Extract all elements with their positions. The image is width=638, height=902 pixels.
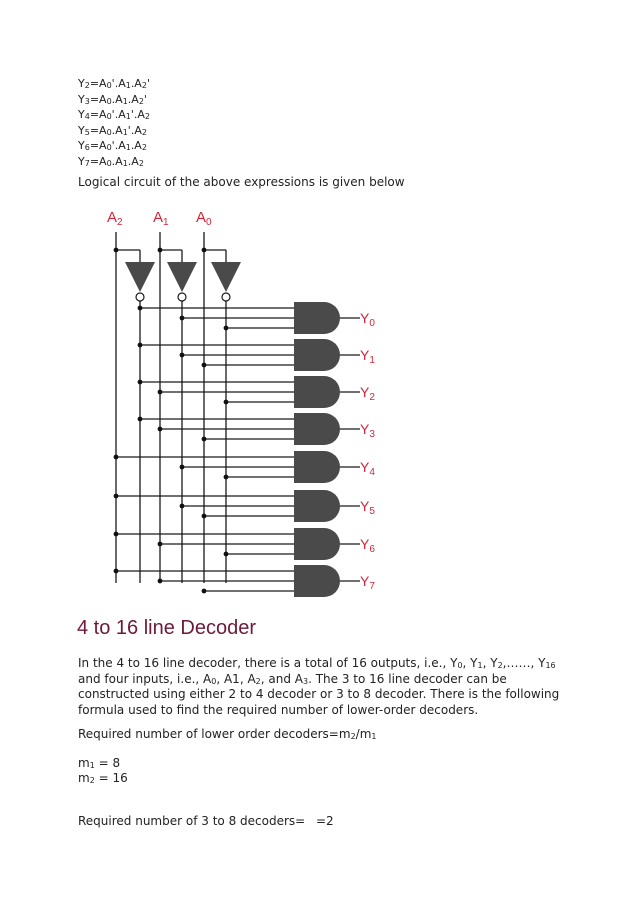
and-gate-y7	[294, 565, 340, 597]
section-title: 4 to 16 line Decoder	[77, 617, 257, 639]
output-label-y5: $Y_5$	[360, 498, 375, 517]
circuit-intro: Logical circuit of the above expressions is given below	[78, 175, 405, 189]
equation-y3: $Y_3=A_0.A_1.A_2'$	[78, 92, 147, 106]
and-gate-y5	[294, 490, 340, 522]
output-label-y3: $Y_3$	[360, 421, 375, 440]
required-decoders-value: =2	[316, 814, 334, 828]
and-gate-y0	[294, 302, 340, 334]
m2-value: $m_2 = 16$	[78, 771, 128, 785]
and-gate-y6	[294, 528, 340, 560]
not-gate	[167, 262, 197, 292]
equation-y4: $Y_4=A_0'.A_1'.A_2$	[78, 108, 150, 121]
equation-y7: $Y_7=A_0.A_1.A_2$	[78, 154, 144, 168]
input-label-a1: $A_1$	[153, 209, 169, 228]
output-label-y6: $Y_6$	[360, 536, 375, 555]
and-gate-y3	[294, 413, 340, 445]
output-label-y4: $Y_4$	[360, 459, 375, 478]
output-label-y2: $Y_2$	[360, 384, 375, 403]
required-decoders-text: Required number of 3 to 8 decoders=	[78, 814, 306, 828]
and-gate-y2	[294, 376, 340, 408]
output-label-y0: $Y_0$	[360, 310, 375, 329]
equation-y2: $Y_2=A_0'.A_1.A_2'$	[78, 77, 150, 90]
output-label-y7: $Y_7$	[360, 573, 375, 592]
and-gate-y1	[294, 339, 340, 371]
equation-y6: $Y_6=A_0'.A_1.A_2$	[78, 139, 147, 152]
equation-y5: $Y_5=A_0.A_1'.A_2$	[78, 123, 147, 137]
m1-value: $m_1 = 8$	[78, 756, 121, 770]
and-gate-y4	[294, 451, 340, 483]
output-label-y1: $Y_1$	[360, 347, 375, 366]
input-label-a0: $A_0$	[196, 209, 212, 228]
input-label-a2: $A_2$	[107, 209, 123, 228]
not-gate	[211, 262, 241, 292]
not-gate	[125, 262, 155, 292]
decoder-paragraph: In the 4 to 16 line decoder, there is a total of 16 outputs, i.e., $Y_0$, $Y_1$, $Y_2,\dots\dots$, $Y_{16}$ and four inputs, i.e., $A_0$, A1, $A_2$, and $A_3$. The 3 to 16 line decoder can be constructed using either 2 to 4 decoder or 3 to 8 decoder. There is the following formula used to find the required number of lower-order decoders.	[78, 656, 560, 717]
formula-text: Required number of lower order $decoders=m_2/m_1$	[78, 727, 377, 741]
